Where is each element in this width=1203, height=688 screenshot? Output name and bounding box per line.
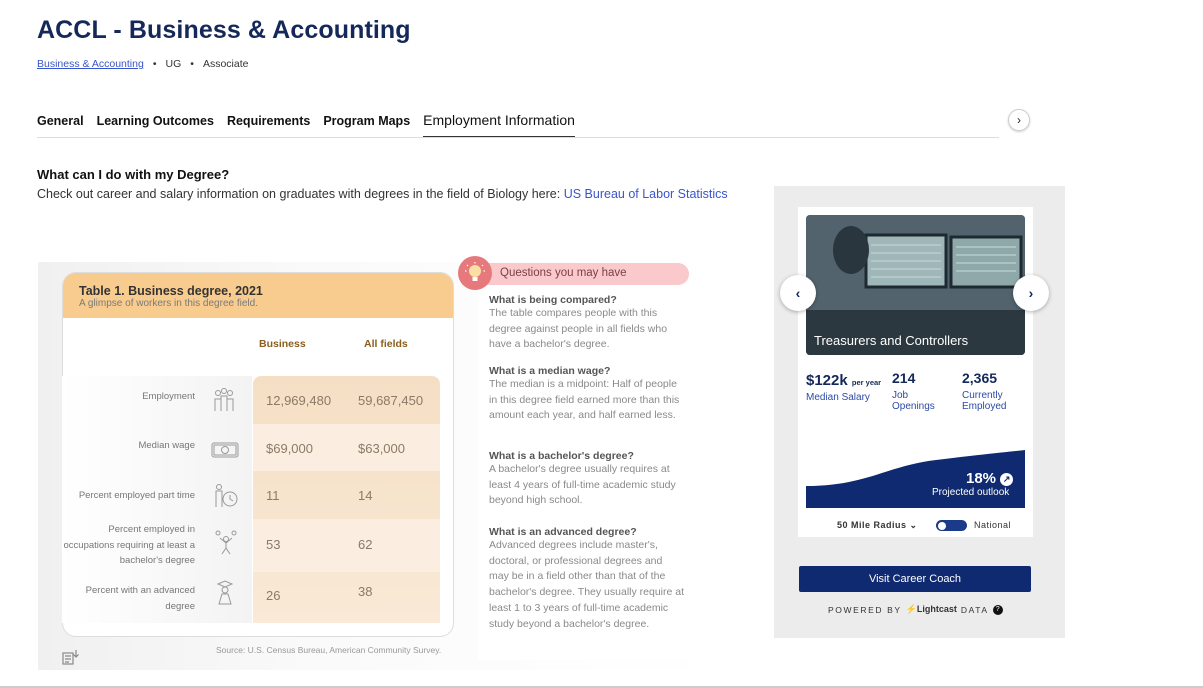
lightcast-logo-icon: ⚡Lightcast	[905, 604, 957, 614]
question-title: What is a bachelor's degree?	[489, 450, 634, 462]
currently-employed-label: Currently Employed	[962, 390, 1007, 412]
question-title: What is an advanced degree?	[489, 526, 637, 538]
questions-banner-title: Questions you may have	[500, 267, 627, 279]
powered-by-lightcast	[828, 604, 1003, 615]
tab-learning-outcomes[interactable]: Learning Outcomes	[96, 114, 214, 128]
question-item	[489, 365, 684, 424]
question-answer: A bachelor's degree usually requires at least 4 years of full-time academic study beyond high school.	[489, 463, 676, 507]
lightbulb-icon	[458, 256, 492, 290]
salary-unit: per year	[851, 378, 882, 387]
question-answer: The median is a midpoint: Half of people in this degree field earned more than this amount each year, and half earned less.	[489, 378, 680, 422]
cell-median-wage-business: $69,000	[266, 441, 313, 456]
question-item	[489, 294, 684, 353]
table-source: Source: U.S. Census Bureau, American Community Survey.	[216, 645, 442, 655]
visit-career-coach-button[interactable]: Visit Career Coach	[799, 566, 1031, 592]
cell-bachelor-occupations-all: 62	[358, 537, 373, 552]
breadcrumb-award: Associate	[202, 58, 249, 70]
tab-employment-information[interactable]: Employment Information	[423, 112, 575, 137]
outlook-percent: 18%	[966, 470, 997, 487]
radius-select[interactable]	[837, 520, 918, 531]
breadcrumb	[37, 58, 248, 70]
data-label: DATA	[960, 604, 989, 615]
section-body: Check out career and salary information on graduates with degrees in the field of Biology here:	[37, 187, 564, 201]
breadcrumb-level: UG	[165, 58, 182, 70]
median-salary-value	[806, 372, 881, 389]
job-title: Treasurers and Controllers	[814, 333, 969, 348]
download-icon[interactable]	[62, 648, 80, 666]
cell-employment-all: 59,687,450	[358, 393, 424, 408]
currently-employed-value: 2,365	[962, 370, 998, 386]
question-title: What is a median wage?	[489, 365, 611, 377]
powered-by-label: POWERED BY	[828, 604, 902, 615]
breadcrumb-link[interactable]: Business & Accounting	[37, 58, 144, 70]
question-title: What is being compared?	[489, 294, 617, 306]
question-item	[489, 526, 684, 632]
median-salary-label: Median Salary	[806, 392, 870, 403]
question-answer: The table compares people with this degree against people in all fields who have a bachelor's degree.	[489, 307, 668, 351]
cell-part-time-business: 11	[266, 488, 280, 503]
radius-label: 50 Mile Radius	[837, 520, 907, 530]
row-label-employment: Employment	[142, 391, 195, 402]
bls-link[interactable]: US Bureau of Labor Statistics	[563, 187, 728, 201]
question-item	[489, 450, 684, 509]
value-column-shading	[253, 376, 440, 623]
juggler-icon	[214, 530, 238, 556]
previous-job-button[interactable]	[780, 275, 816, 311]
tab-scroll-right-button[interactable]	[1008, 109, 1030, 131]
cell-advanced-degree-business: 26	[266, 588, 281, 603]
tab-program-maps[interactable]: Program Maps	[323, 114, 411, 128]
row-label-median-wage: Median wage	[138, 440, 195, 451]
row-label-bachelor-occupations: Percent employed in occupations requiring at least a bachelor's degree	[63, 524, 195, 566]
cell-bachelor-occupations-business: 53	[266, 537, 281, 552]
money-icon	[210, 437, 240, 463]
cell-employment-business: 12,969,480	[266, 393, 332, 408]
row-stripe	[253, 519, 440, 572]
people-icon	[212, 387, 236, 413]
projected-outlook-value	[966, 470, 1013, 487]
table-title: Table 1. Business degree, 2021	[79, 284, 263, 298]
national-label: National	[974, 520, 1012, 530]
column-header-all-fields: All fields	[364, 338, 408, 350]
chevron-left-icon: ‹	[795, 285, 801, 301]
salary-amount: $122k	[806, 372, 848, 389]
breadcrumb-separator: •	[190, 58, 194, 70]
question-answer: Advanced degrees include master's, doctoral, or professional degrees and may be in a field other than that of the bachelor's degree. They usually require at least 1 to 3 years of full-time academic study beyond a bachelor's degree.	[489, 539, 685, 630]
row-label-part-time: Percent employed part time	[78, 490, 195, 501]
section-heading: What can I do with my Degree?	[37, 167, 230, 182]
chevron-right-icon: ›	[1028, 285, 1034, 301]
projected-outlook-label: Projected outlook	[932, 487, 1010, 498]
breadcrumb-separator: •	[152, 58, 157, 70]
national-toggle[interactable]	[936, 520, 967, 531]
row-label-advanced-degree: Percent with an advanced degree	[85, 585, 195, 612]
arrow-up-right-icon: ↗	[1000, 473, 1013, 486]
graduate-icon	[213, 580, 237, 606]
cell-median-wage-all: $63,000	[358, 441, 405, 456]
next-job-button[interactable]	[1013, 275, 1049, 311]
table-subtitle: A glimpse of workers in this degree field.	[79, 298, 258, 309]
cell-advanced-degree-all: 38	[358, 584, 373, 599]
job-openings-value: 214	[892, 370, 916, 386]
page-title: ACCL - Business & Accounting	[37, 16, 411, 44]
tab-general[interactable]: General	[37, 114, 84, 128]
column-header-business: Business	[259, 338, 306, 350]
job-openings-label: Job Openings	[892, 390, 935, 412]
lightcast-brand: Lightcast	[916, 604, 957, 614]
chevron-right-icon: ›	[1017, 113, 1021, 127]
clock-person-icon	[212, 483, 240, 509]
help-icon[interactable]: ?	[993, 605, 1003, 615]
cell-part-time-all: 14	[358, 488, 373, 503]
table-header	[63, 273, 453, 318]
tab-requirements[interactable]: Requirements	[226, 114, 311, 128]
chevron-down-icon: ⌄	[909, 520, 918, 530]
tab-bar	[37, 112, 999, 138]
section-text	[37, 187, 728, 201]
